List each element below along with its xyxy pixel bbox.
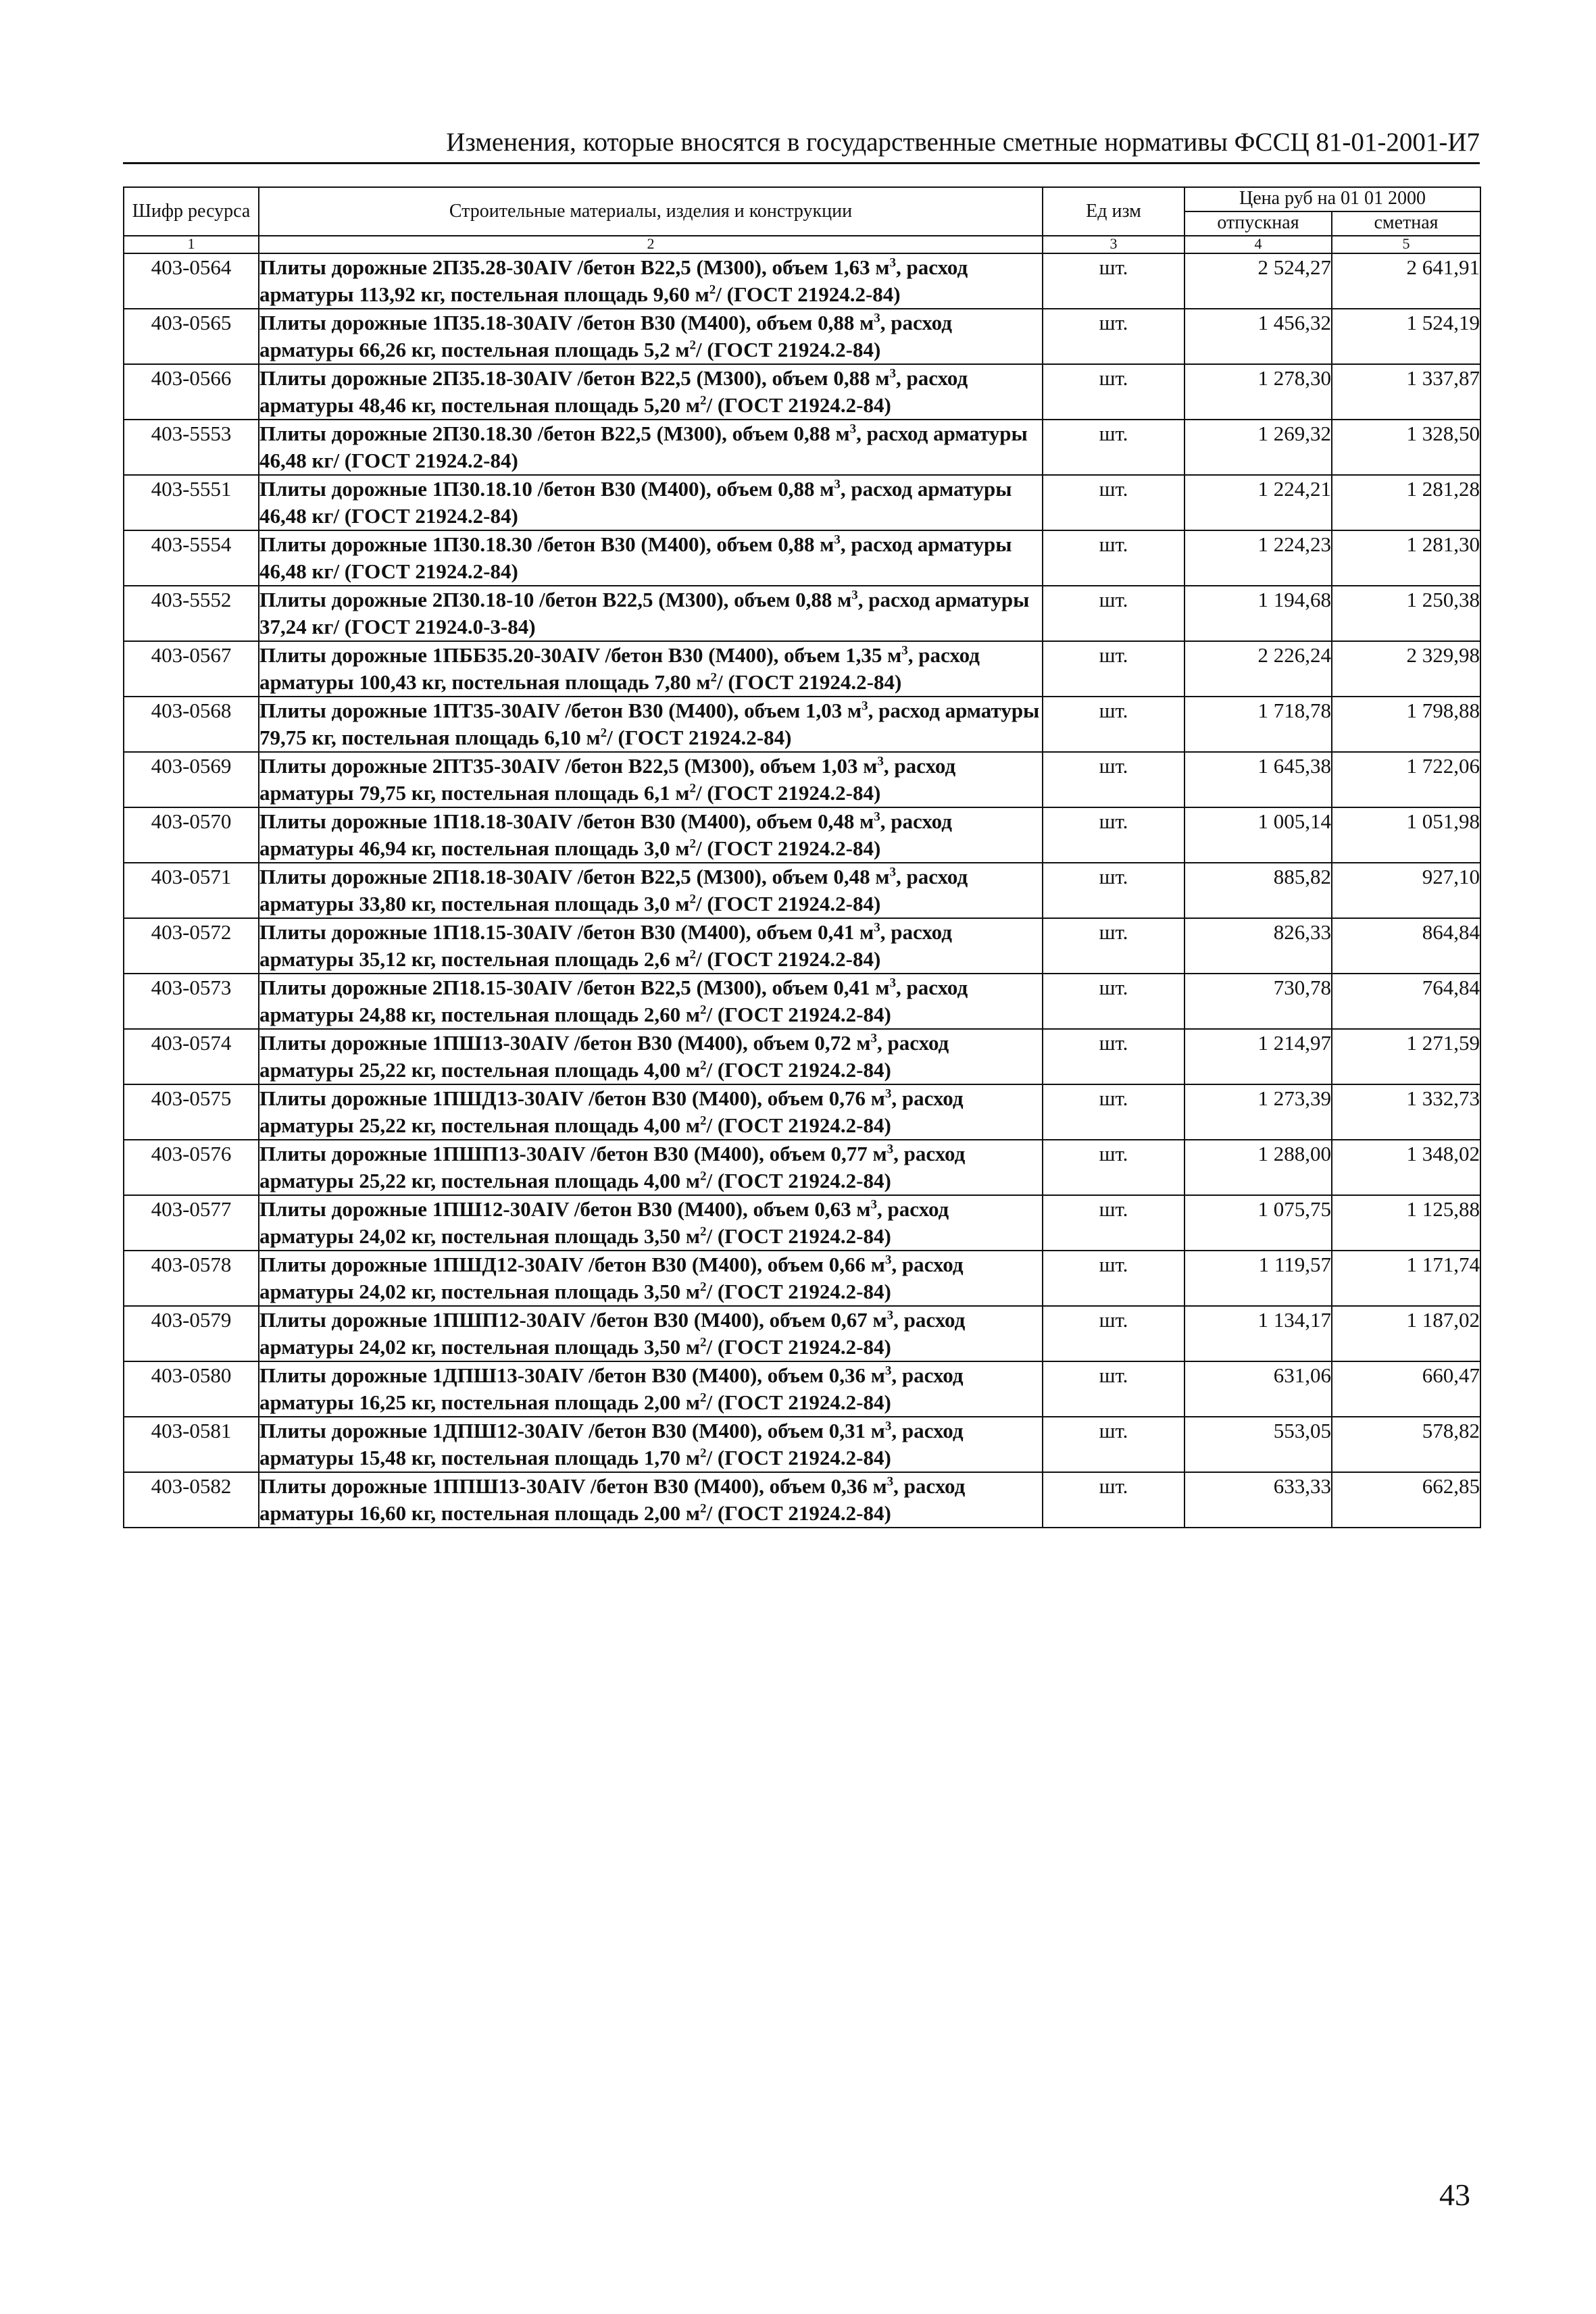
material-description: Плиты дорожные 2П18.15-30AIV /бетон В22,5 (М300), объем 0,41 $м^3$, расход арматуры 24,88 кг, постельная площадь 2,60 $м^2/$ (ГОСТ 21924.2-84) (259, 974, 1043, 1029)
table-row (124, 807, 1480, 863)
material-description: Плиты дорожные 2П30.18-10 /бетон В22,5 (М300), объем 0,88 $м^3$, расход арматуры 37,24 кг/ (ГОСТ 21924.0-3-84) (259, 586, 1043, 641)
table-row (124, 1417, 1480, 1472)
unit-of-measure: шт. (1043, 586, 1184, 641)
release-price: 1 288,00 (1184, 1140, 1332, 1195)
column-number: 3 (1043, 236, 1184, 253)
resource-code: 403-0582 (124, 1472, 259, 1528)
release-price: 1 278,30 (1184, 364, 1332, 420)
material-description: Плиты дорожные 1П35.18-30AIV /бетон В30 (М400), объем 0,88 $м^3$, расход арматуры 66,26 кг, постельная площадь 5,2 $м^2/$ (ГОСТ 21924.2-84) (259, 309, 1043, 364)
estimate-price: 1 722,06 (1332, 752, 1480, 807)
resource-code: 403-0581 (124, 1417, 259, 1472)
estimate-price: 1 798,88 (1332, 697, 1480, 752)
release-price: 1 224,23 (1184, 530, 1332, 586)
release-price: 2 226,24 (1184, 641, 1332, 697)
resource-code: 403-0567 (124, 641, 259, 697)
estimate-price: 1 171,74 (1332, 1251, 1480, 1306)
resource-code: 403-0579 (124, 1306, 259, 1361)
table-row (124, 974, 1480, 1029)
material-description: Плиты дорожные 1ПШП12-30AIV /бетон В30 (М400), объем 0,67 $м^3$, расход арматуры 24,02 кг, постельная площадь 3,50 $м^2/$ (ГОСТ 21924.2-84) (259, 1306, 1043, 1361)
material-description: Плиты дорожные 1П18.18-30AIV /бетон В30 (М400), объем 0,48 $м^3$, расход арматуры 46,94 кг, постельная площадь 3,0 $м^2/$ (ГОСТ 21924.2-84) (259, 807, 1043, 863)
estimate-price: 864,84 (1332, 918, 1480, 974)
table-row (124, 420, 1480, 475)
material-description: Плиты дорожные 1ППШ13-30AIV /бетон В30 (М400), объем 0,36 $м^3$, расход арматуры 16,60 кг, постельная площадь 2,00 $м^2/$ (ГОСТ 21924.2-84) (259, 1472, 1043, 1528)
release-price: 1 134,17 (1184, 1306, 1332, 1361)
column-number: 2 (259, 236, 1043, 253)
unit-of-measure: шт. (1043, 253, 1184, 309)
material-description: Плиты дорожные 1ДПШ12-30AIV /бетон В30 (М400), объем 0,31 $м^3$, расход арматуры 15,48 кг, постельная площадь 1,70 $м^2/$ (ГОСТ 21924.2-84) (259, 1417, 1043, 1472)
unit-of-measure: шт. (1043, 420, 1184, 475)
release-price: 730,78 (1184, 974, 1332, 1029)
release-price: 1 718,78 (1184, 697, 1332, 752)
table-row (124, 364, 1480, 420)
estimate-price: 1 328,50 (1332, 420, 1480, 475)
release-price: 885,82 (1184, 863, 1332, 918)
material-description: Плиты дорожные 2ПТ35-30AIV /бетон В22,5 (М300), объем 1,03 $м^3$, расход арматуры 79,75 кг, постельная площадь 6,1 $м^2/$ (ГОСТ 21924.2-84) (259, 752, 1043, 807)
resource-code: 403-5553 (124, 420, 259, 475)
resource-code: 403-5551 (124, 475, 259, 530)
estimate-price: 662,85 (1332, 1472, 1480, 1528)
material-description: Плиты дорожные 1ПББ35.20-30AIV /бетон В30 (М400), объем 1,35 $м^3$, расход арматуры 100,43 кг, постельная площадь 7,80 $м^2/$ (ГОСТ 21924.2-84) (259, 641, 1043, 697)
column-number: 4 (1184, 236, 1332, 253)
release-price: 1 224,21 (1184, 475, 1332, 530)
resource-code: 403-0574 (124, 1029, 259, 1084)
release-price: 826,33 (1184, 918, 1332, 974)
release-price: 1 645,38 (1184, 752, 1332, 807)
release-price: 1 119,57 (1184, 1251, 1332, 1306)
table-row (124, 1361, 1480, 1417)
estimate-price: 1 125,88 (1332, 1195, 1480, 1251)
estimate-price: 764,84 (1332, 974, 1480, 1029)
estimate-price: 927,10 (1332, 863, 1480, 918)
release-price: 1 214,97 (1184, 1029, 1332, 1084)
table-row (124, 530, 1480, 586)
table-row (124, 752, 1480, 807)
unit-of-measure: шт. (1043, 752, 1184, 807)
material-description: Плиты дорожные 1П30.18.30 /бетон В30 (М400), объем 0,88 $м^3$, расход арматуры 46,48 кг/ (ГОСТ 21924.2-84) (259, 530, 1043, 586)
resource-code: 403-0565 (124, 309, 259, 364)
unit-of-measure: шт. (1043, 974, 1184, 1029)
estimate-price: 2 641,91 (1332, 253, 1480, 309)
unit-of-measure: шт. (1043, 1251, 1184, 1306)
unit-of-measure: шт. (1043, 1417, 1184, 1472)
release-price: 1 194,68 (1184, 586, 1332, 641)
estimate-price: 578,82 (1332, 1417, 1480, 1472)
resource-code: 403-0572 (124, 918, 259, 974)
resource-code: 403-0566 (124, 364, 259, 420)
material-description: Плиты дорожные 2П18.18-30AIV /бетон В22,5 (М300), объем 0,48 $м^3$, расход арматуры 33,80 кг, постельная площадь 3,0 $м^2/$ (ГОСТ 21924.2-84) (259, 863, 1043, 918)
table-row (124, 697, 1480, 752)
estimate-price: 1 187,02 (1332, 1306, 1480, 1361)
material-description: Плиты дорожные 1П18.15-30AIV /бетон В30 (М400), объем 0,41 $м^3$, расход арматуры 35,12 кг, постельная площадь 2,6 $м^2/$ (ГОСТ 21924.2-84) (259, 918, 1043, 974)
release-price: 1 269,32 (1184, 420, 1332, 475)
unit-of-measure: шт. (1043, 697, 1184, 752)
material-description: Плиты дорожные 2П30.18.30 /бетон В22,5 (М300), объем 0,88 $м^3$, расход арматуры 46,48 кг/ (ГОСТ 21924.2-84) (259, 420, 1043, 475)
release-price: 553,05 (1184, 1417, 1332, 1472)
estimate-price: 1 281,28 (1332, 475, 1480, 530)
table-row (124, 1306, 1480, 1361)
material-description: Плиты дорожные 1ПШ13-30AIV /бетон В30 (М400), объем 0,72 $м^3$, расход арматуры 25,22 кг, постельная площадь 4,00 $м^2/$ (ГОСТ 21924.2-84) (259, 1029, 1043, 1084)
header-estimate-price: сметная (1332, 211, 1480, 236)
estimate-price: 1 250,38 (1332, 586, 1480, 641)
resource-code: 403-0569 (124, 752, 259, 807)
table-row (124, 918, 1480, 974)
table-row (124, 1195, 1480, 1251)
unit-of-measure: шт. (1043, 863, 1184, 918)
price-table-head (124, 187, 1480, 253)
unit-of-measure: шт. (1043, 530, 1184, 586)
table-row (124, 1084, 1480, 1140)
price-table-body (124, 253, 1480, 1528)
header-price-group: Цена руб на 01 01 2000 (1184, 187, 1480, 211)
table-row (124, 1029, 1480, 1084)
unit-of-measure: шт. (1043, 1084, 1184, 1140)
unit-of-measure: шт. (1043, 641, 1184, 697)
release-price: 1 005,14 (1184, 807, 1332, 863)
release-price: 633,33 (1184, 1472, 1332, 1528)
estimate-price: 1 271,59 (1332, 1029, 1480, 1084)
column-number-row (124, 236, 1480, 253)
header-unit: Ед изм (1043, 187, 1184, 236)
estimate-price: 1 524,19 (1332, 309, 1480, 364)
resource-code: 403-0573 (124, 974, 259, 1029)
estimate-price: 2 329,98 (1332, 641, 1480, 697)
table-row (124, 475, 1480, 530)
material-description: Плиты дорожные 1ПШД12-30AIV /бетон В30 (М400), объем 0,66 $м^3$, расход арматуры 24,02 кг, постельная площадь 3,50 $м^2/$ (ГОСТ 21924.2-84) (259, 1251, 1043, 1306)
estimate-price: 1 051,98 (1332, 807, 1480, 863)
release-price: 2 524,27 (1184, 253, 1332, 309)
table-row (124, 253, 1480, 309)
resource-code: 403-0578 (124, 1251, 259, 1306)
table-row (124, 1251, 1480, 1306)
resource-code: 403-5552 (124, 586, 259, 641)
unit-of-measure: шт. (1043, 1029, 1184, 1084)
table-row (124, 863, 1480, 918)
unit-of-measure: шт. (1043, 1472, 1184, 1528)
header-release-price: отпускная (1184, 211, 1332, 236)
page-header (123, 127, 1480, 164)
resource-code: 403-0575 (124, 1084, 259, 1140)
unit-of-measure: шт. (1043, 807, 1184, 863)
unit-of-measure: шт. (1043, 1195, 1184, 1251)
table-row (124, 1140, 1480, 1195)
material-description: Плиты дорожные 1ДПШ13-30AIV /бетон В30 (М400), объем 0,36 $м^3$, расход арматуры 16,25 кг, постельная площадь 2,00 $м^2/$ (ГОСТ 21924.2-84) (259, 1361, 1043, 1417)
estimate-price: 660,47 (1332, 1361, 1480, 1417)
material-description: Плиты дорожные 1ПТ35-30AIV /бетон В30 (М400), объем 1,03 $м^3$, расход арматуры 79,75 кг, постельная площадь 6,10 $м^2/$ (ГОСТ 21924.2-84) (259, 697, 1043, 752)
column-number: 5 (1332, 236, 1480, 253)
resource-code: 403-0577 (124, 1195, 259, 1251)
table-row (124, 309, 1480, 364)
material-description: Плиты дорожные 1ПШД13-30AIV /бетон В30 (М400), объем 0,76 $м^3$, расход арматуры 25,22 кг, постельная площадь 4,00 $м^2/$ (ГОСТ 21924.2-84) (259, 1084, 1043, 1140)
material-description: Плиты дорожные 2П35.18-30AIV /бетон В22,5 (М300), объем 0,88 $м^3$, расход арматуры 48,46 кг, постельная площадь 5,20 $м^2/$ (ГОСТ 21924.2-84) (259, 364, 1043, 420)
unit-of-measure: шт. (1043, 475, 1184, 530)
release-price: 1 456,32 (1184, 309, 1332, 364)
page-header-title: Изменения, которые вносятся в государственные сметные нормативы ФССЦ 81-01-2001-И7 (446, 128, 1480, 157)
material-description: Плиты дорожные 1ПШ12-30AIV /бетон В30 (М400), объем 0,63 $м^3$, расход арматуры 24,02 кг, постельная площадь 3,50 $м^2/$ (ГОСТ 21924.2-84) (259, 1195, 1043, 1251)
table-row (124, 1472, 1480, 1528)
unit-of-measure: шт. (1043, 1361, 1184, 1417)
page-number: 43 (1439, 2178, 1470, 2212)
release-price: 631,06 (1184, 1361, 1332, 1417)
unit-of-measure: шт. (1043, 1306, 1184, 1361)
release-price: 1 273,39 (1184, 1084, 1332, 1140)
header-description: Строительные материалы, изделия и конструкции (259, 187, 1043, 236)
resource-code: 403-0576 (124, 1140, 259, 1195)
resource-code: 403-0570 (124, 807, 259, 863)
resource-code: 403-0571 (124, 863, 259, 918)
estimate-price: 1 281,30 (1332, 530, 1480, 586)
resource-code: 403-0580 (124, 1361, 259, 1417)
release-price: 1 075,75 (1184, 1195, 1332, 1251)
resource-code: 403-0564 (124, 253, 259, 309)
header-code: Шифр ресурса (124, 187, 259, 236)
unit-of-measure: шт. (1043, 309, 1184, 364)
unit-of-measure: шт. (1043, 918, 1184, 974)
estimate-price: 1 332,73 (1332, 1084, 1480, 1140)
column-number: 1 (124, 236, 259, 253)
material-description: Плиты дорожные 1П30.18.10 /бетон В30 (М400), объем 0,88 $м^3$, расход арматуры 46,48 кг/ (ГОСТ 21924.2-84) (259, 475, 1043, 530)
estimate-price: 1 348,02 (1332, 1140, 1480, 1195)
price-table (123, 186, 1481, 1528)
material-description: Плиты дорожные 1ПШП13-30AIV /бетон В30 (М400), объем 0,77 $м^3$, расход арматуры 25,22 кг, постельная площадь 4,00 $м^2/$ (ГОСТ 21924.2-84) (259, 1140, 1043, 1195)
table-row (124, 641, 1480, 697)
resource-code: 403-0568 (124, 697, 259, 752)
unit-of-measure: шт. (1043, 1140, 1184, 1195)
table-row (124, 586, 1480, 641)
estimate-price: 1 337,87 (1332, 364, 1480, 420)
unit-of-measure: шт. (1043, 364, 1184, 420)
resource-code: 403-5554 (124, 530, 259, 586)
material-description: Плиты дорожные 2П35.28-30AIV /бетон В22,5 (М300), объем 1,63 $м^3$, расход арматуры 113,92 кг, постельная площадь 9,60 $м^2/$ (ГОСТ 21924.2-84) (259, 253, 1043, 309)
